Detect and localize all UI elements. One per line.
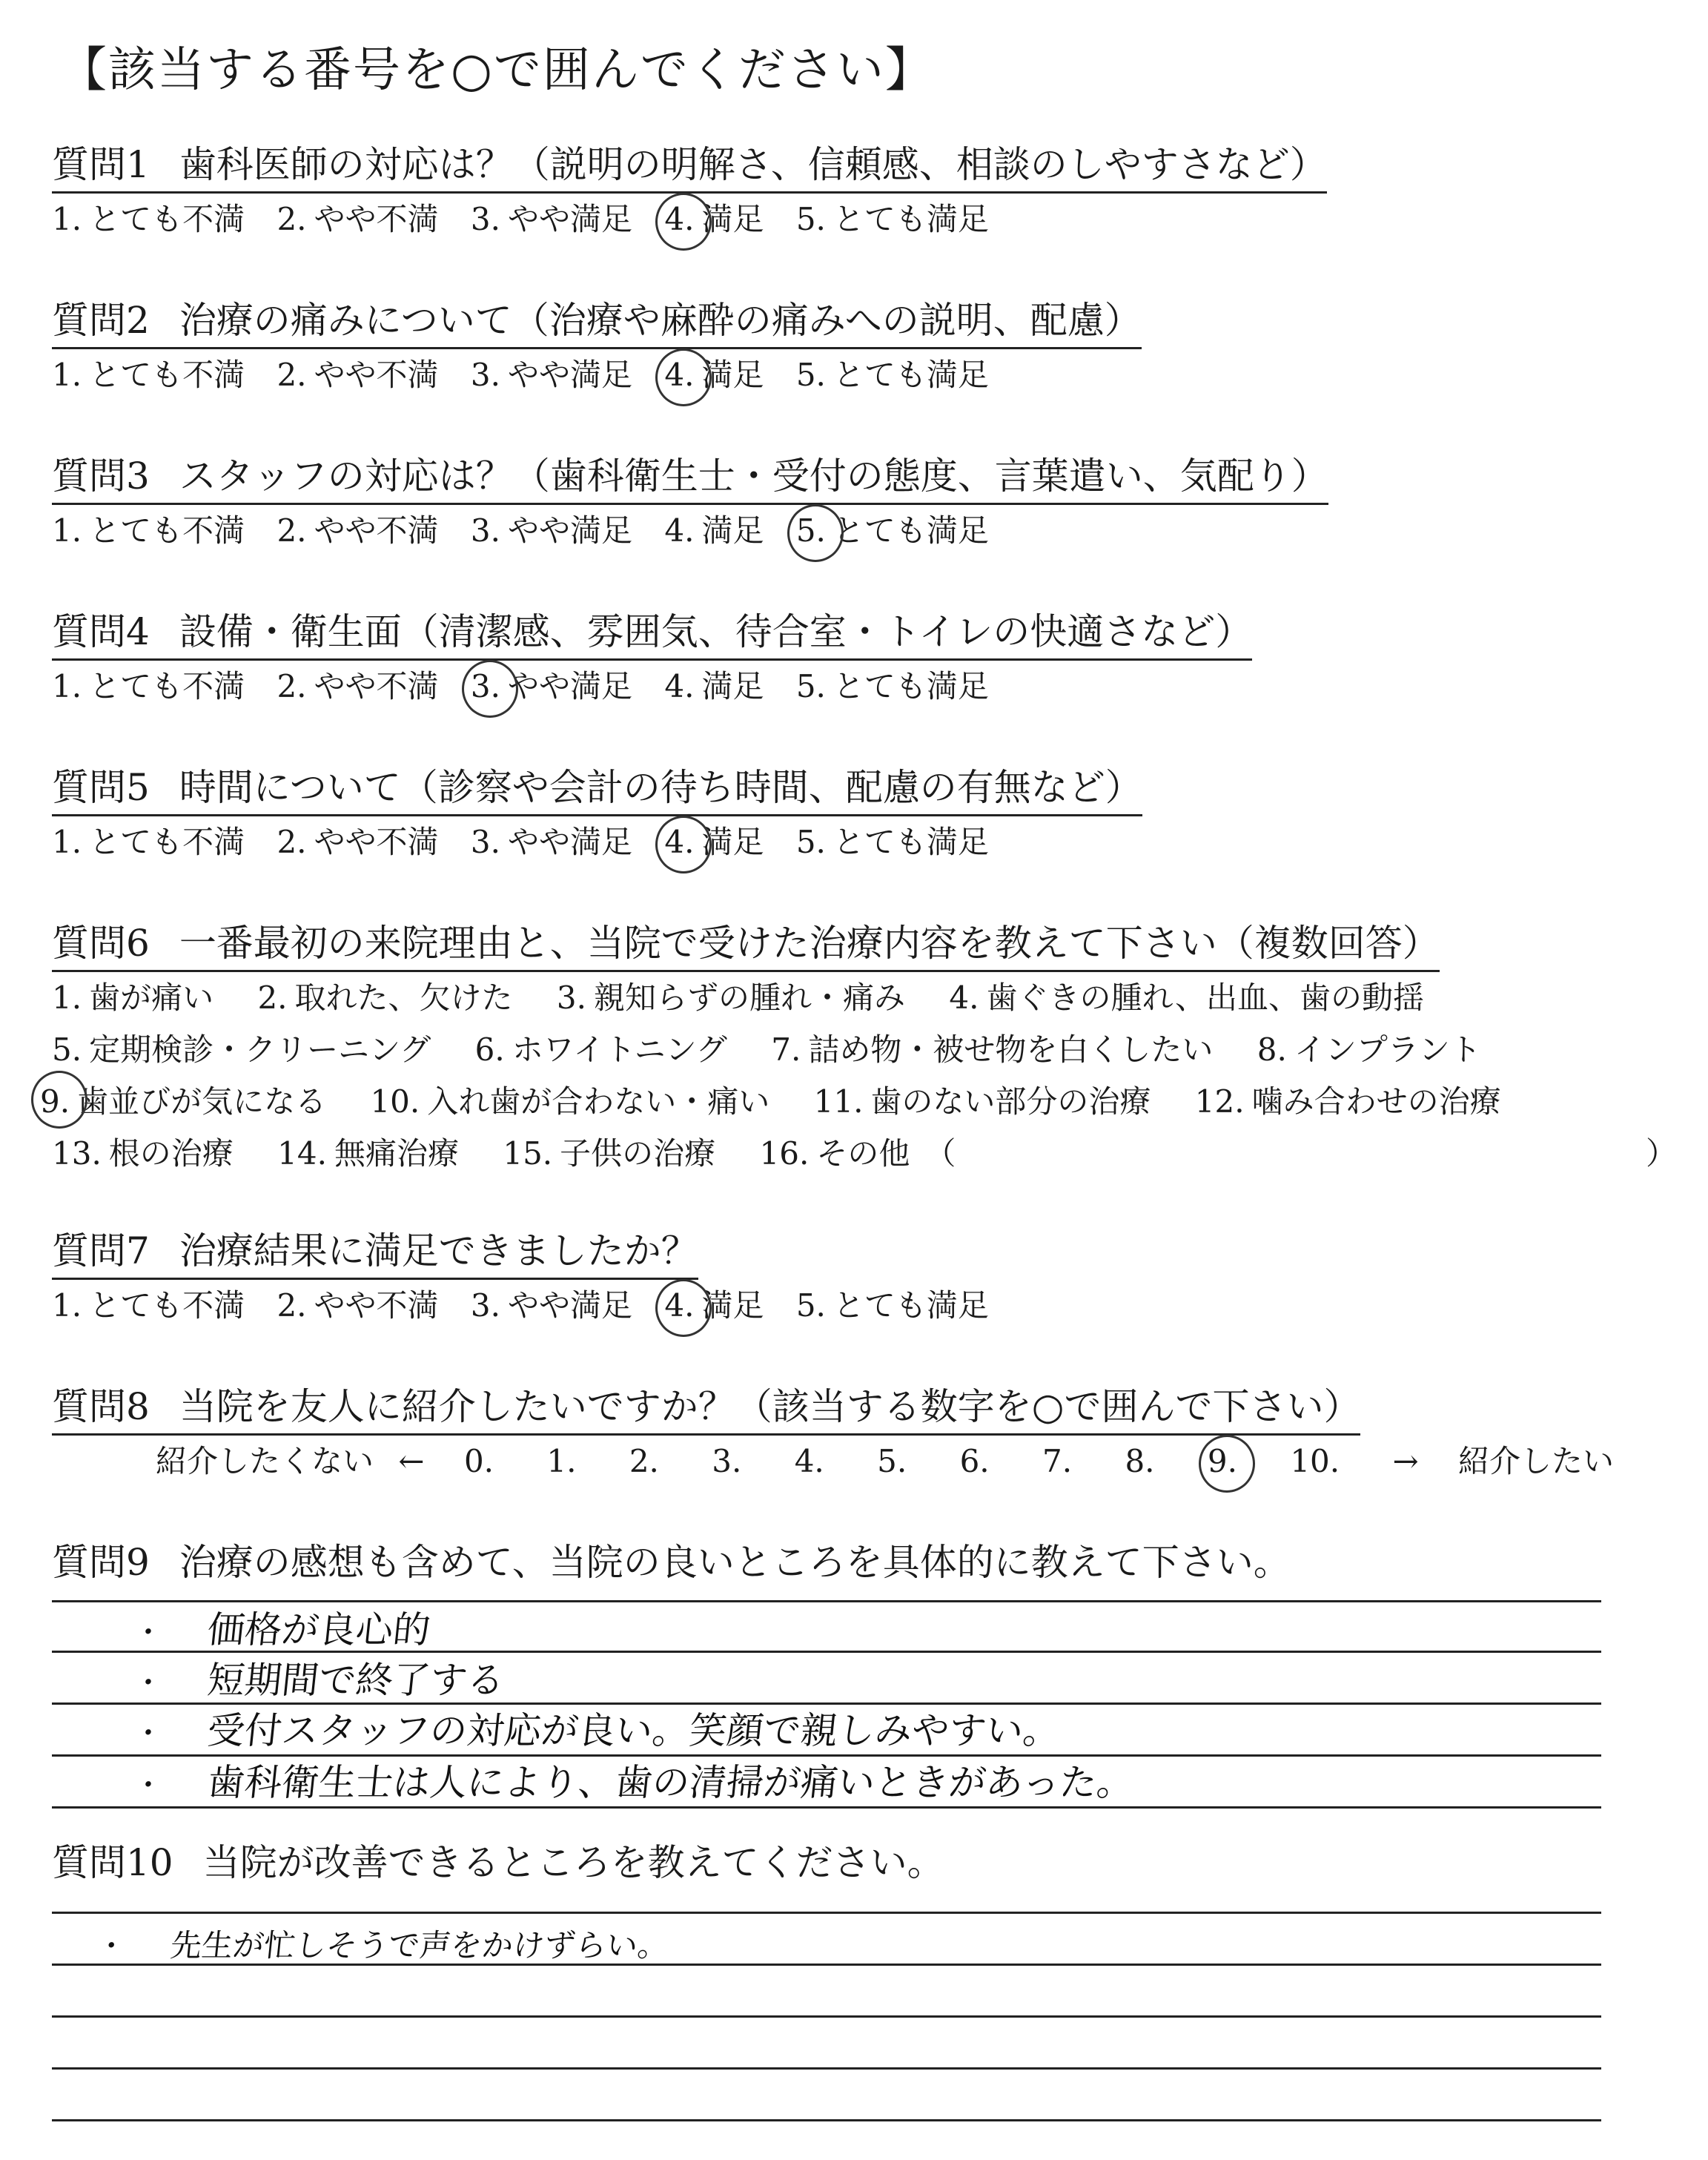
option-4-circled[interactable]: 4. 満足 <box>664 824 764 860</box>
option-1[interactable]: 1. とても不満 <box>52 512 245 549</box>
option-2[interactable]: 2. やや不満 <box>277 512 439 549</box>
question-text: 治療結果に満足できましたか？ <box>179 1229 698 1272</box>
question-4-heading <box>52 608 1252 661</box>
option-3[interactable]: 3. やや満足 <box>470 824 632 860</box>
question-number: 質問3 <box>52 455 150 498</box>
question-number: 質問8 <box>52 1385 150 1428</box>
question-text: 一番最初の来院理由と、当院で受けた治療内容を教えて下さい（複数回答） <box>179 922 1440 965</box>
option-3[interactable]: 3. やや満足 <box>470 357 632 393</box>
choice-8[interactable]: 8. インプラント <box>1257 1031 1481 1068</box>
question-6-heading <box>52 919 1440 972</box>
other-close-paren: ） <box>1646 1135 1678 1172</box>
option-4-circled[interactable]: 4. 満足 <box>664 357 764 393</box>
answer-line <box>52 2015 1601 2018</box>
scale-3[interactable]: 3. <box>712 1443 742 1479</box>
choice-15[interactable]: 15. 子供の治療 <box>503 1135 716 1172</box>
question-6-choice-row-3 <box>40 1075 1656 1129</box>
question-10-heading <box>52 1839 944 1889</box>
choice-7[interactable]: 7. 詰め物・被せ物を白くしたい <box>771 1031 1214 1068</box>
question-text: 歯科医師の対応は？（説明の明解さ、信頼感、相談のしやすさなど） <box>179 143 1327 186</box>
choice-12[interactable]: 12. 噛み合わせの治療 <box>1194 1083 1501 1120</box>
handwritten-answer: ・ 受付スタッフの対応が良い。笑顔で親しみやすい。 <box>131 1709 1063 1752</box>
choice-14[interactable]: 14. 無痛治療 <box>277 1135 459 1172</box>
question-8-heading <box>52 1383 1360 1436</box>
scale-10[interactable]: 10. <box>1290 1443 1340 1479</box>
question-text: 設備・衛生面（清潔感、雰囲気、待合室・トイレの快適さなど） <box>179 610 1253 653</box>
choice-1[interactable]: 1. 歯が痛い <box>52 980 214 1016</box>
option-1[interactable]: 1. とても不満 <box>52 357 245 393</box>
question-number: 質問4 <box>52 610 150 653</box>
choice-16[interactable]: 16. その他 （ <box>759 1135 956 1172</box>
answer-line <box>52 1600 1601 1602</box>
question-number: 質問6 <box>52 922 150 965</box>
option-4-circled[interactable]: 4. 満足 <box>664 1287 764 1324</box>
question-8-scale <box>156 1439 1629 1484</box>
option-5-circled[interactable]: 5. とても満足 <box>795 512 989 549</box>
arrow-right-icon: → <box>1392 1443 1419 1479</box>
question-9-heading <box>52 1539 1291 1589</box>
option-5[interactable]: 5. とても満足 <box>795 668 989 704</box>
option-2[interactable]: 2. やや不満 <box>277 1287 439 1324</box>
choice-4[interactable]: 4. 歯ぐきの腫れ、出血、歯の動揺 <box>949 980 1424 1016</box>
option-5[interactable]: 5. とても満足 <box>795 824 989 860</box>
choice-13[interactable]: 13. 根の治療 <box>52 1135 234 1172</box>
question-text: 治療の痛みについて（治療や麻酔の痛みへの説明、配慮） <box>179 299 1142 342</box>
question-3-heading <box>52 452 1328 505</box>
choice-10[interactable]: 10. 入れ歯が合わない・痛い <box>370 1083 770 1120</box>
option-3[interactable]: 3. やや満足 <box>470 201 632 237</box>
scale-9-circled[interactable]: 9. <box>1207 1443 1237 1479</box>
option-4[interactable]: 4. 満足 <box>664 668 764 704</box>
question-6-choice-row-1 <box>52 971 1668 1025</box>
arrow-left-icon: ← <box>398 1443 425 1479</box>
question-6-choice-row-2 <box>52 1023 1668 1077</box>
question-5-heading <box>52 764 1142 816</box>
question-text: 当院が改善できるところを教えてください。 <box>202 1841 944 1884</box>
handwritten-answer: ・ 先生が忙しそうで声をかけずらい。 <box>94 1927 671 1964</box>
question-1-options <box>52 197 1011 242</box>
option-5[interactable]: 5. とても満足 <box>795 1287 989 1324</box>
option-3-circled[interactable]: 3. やや満足 <box>470 668 632 704</box>
question-2-options <box>52 353 1011 397</box>
option-2[interactable]: 2. やや不満 <box>277 824 439 860</box>
scale-7[interactable]: 7. <box>1042 1443 1073 1479</box>
option-5[interactable]: 5. とても満足 <box>795 357 989 393</box>
choice-2[interactable]: 2. 取れた、欠けた <box>257 980 513 1016</box>
scale-5[interactable]: 5. <box>877 1443 907 1479</box>
question-text: スタッフの対応は？（歯科衛生士・受付の態度、言葉遣い、気配り） <box>179 455 1328 498</box>
handwritten-answer: ・ 価格が良心的 <box>131 1608 433 1651</box>
scale-2[interactable]: 2. <box>629 1443 659 1479</box>
option-2[interactable]: 2. やや不満 <box>277 357 439 393</box>
handwritten-answer: ・ 短期間で終了する <box>131 1659 507 1702</box>
option-2[interactable]: 2. やや不満 <box>277 201 439 237</box>
answer-line <box>52 1912 1601 1914</box>
choice-5[interactable]: 5. 定期検診・クリーニング <box>52 1031 431 1068</box>
option-4-circled[interactable]: 4. 満足 <box>664 201 764 237</box>
scale-4[interactable]: 4. <box>794 1443 824 1479</box>
option-5[interactable]: 5. とても満足 <box>795 201 989 237</box>
choice-6[interactable]: 6. ホワイトニング <box>474 1031 727 1068</box>
answer-line <box>52 2119 1601 2121</box>
question-text: 当院を友人に紹介したいですか？（該当する数字を○で囲んで下さい） <box>179 1385 1361 1428</box>
question-text: 治療の感想も含めて、当院の良いところを具体的に教えて下さい。 <box>179 1541 1291 1584</box>
scale-8[interactable]: 8. <box>1125 1443 1155 1479</box>
question-4-options <box>52 664 1011 709</box>
handwritten-answer: ・ 歯科衛生士は人により、歯の清掃が痛いときがあった。 <box>131 1761 1136 1804</box>
scale-6[interactable]: 6. <box>959 1443 990 1479</box>
scale-right-label: 紹介したい <box>1458 1443 1615 1479</box>
question-7-options <box>52 1284 1011 1328</box>
question-2-heading <box>52 297 1142 349</box>
option-3[interactable]: 3. やや満足 <box>470 1287 632 1324</box>
question-3-options <box>52 509 1011 553</box>
question-7-heading <box>52 1227 698 1280</box>
choice-11[interactable]: 11. 歯のない部分の治療 <box>813 1083 1151 1120</box>
choice-3[interactable]: 3. 親知らずの腫れ・痛み <box>556 980 905 1016</box>
option-1[interactable]: 1. とても不満 <box>52 668 245 704</box>
question-text: 時間について（診察や会計の待ち時間、配慮の有無など） <box>179 766 1142 809</box>
other-open-paren: （ <box>924 1135 956 1172</box>
question-number: 質問9 <box>52 1541 150 1584</box>
scale-left-label: 紹介したくない <box>156 1443 374 1479</box>
option-1[interactable]: 1. とても不満 <box>52 1287 245 1324</box>
question-number: 質問7 <box>52 1229 150 1272</box>
question-1-heading <box>52 141 1327 194</box>
question-6-choice-row-4 <box>52 1127 1678 1180</box>
choice-9-circled[interactable]: 9. 歯並びが気になる <box>40 1083 327 1120</box>
scale-1[interactable]: 1. <box>546 1443 577 1479</box>
scale-0[interactable]: 0. <box>463 1443 494 1479</box>
option-2[interactable]: 2. やや不満 <box>277 668 439 704</box>
question-5-options <box>52 820 1011 865</box>
option-1[interactable]: 1. とても不満 <box>52 824 245 860</box>
option-3[interactable]: 3. やや満足 <box>470 512 632 549</box>
answer-line <box>52 2067 1601 2070</box>
option-1[interactable]: 1. とても不満 <box>52 201 245 237</box>
question-number: 質問2 <box>52 299 150 342</box>
option-4[interactable]: 4. 満足 <box>664 512 764 549</box>
question-number: 質問10 <box>52 1841 173 1884</box>
question-number: 質問1 <box>52 143 150 186</box>
page-title: 【該当する番号を○で囲んでください】 <box>59 43 934 98</box>
question-number: 質問5 <box>52 766 150 809</box>
